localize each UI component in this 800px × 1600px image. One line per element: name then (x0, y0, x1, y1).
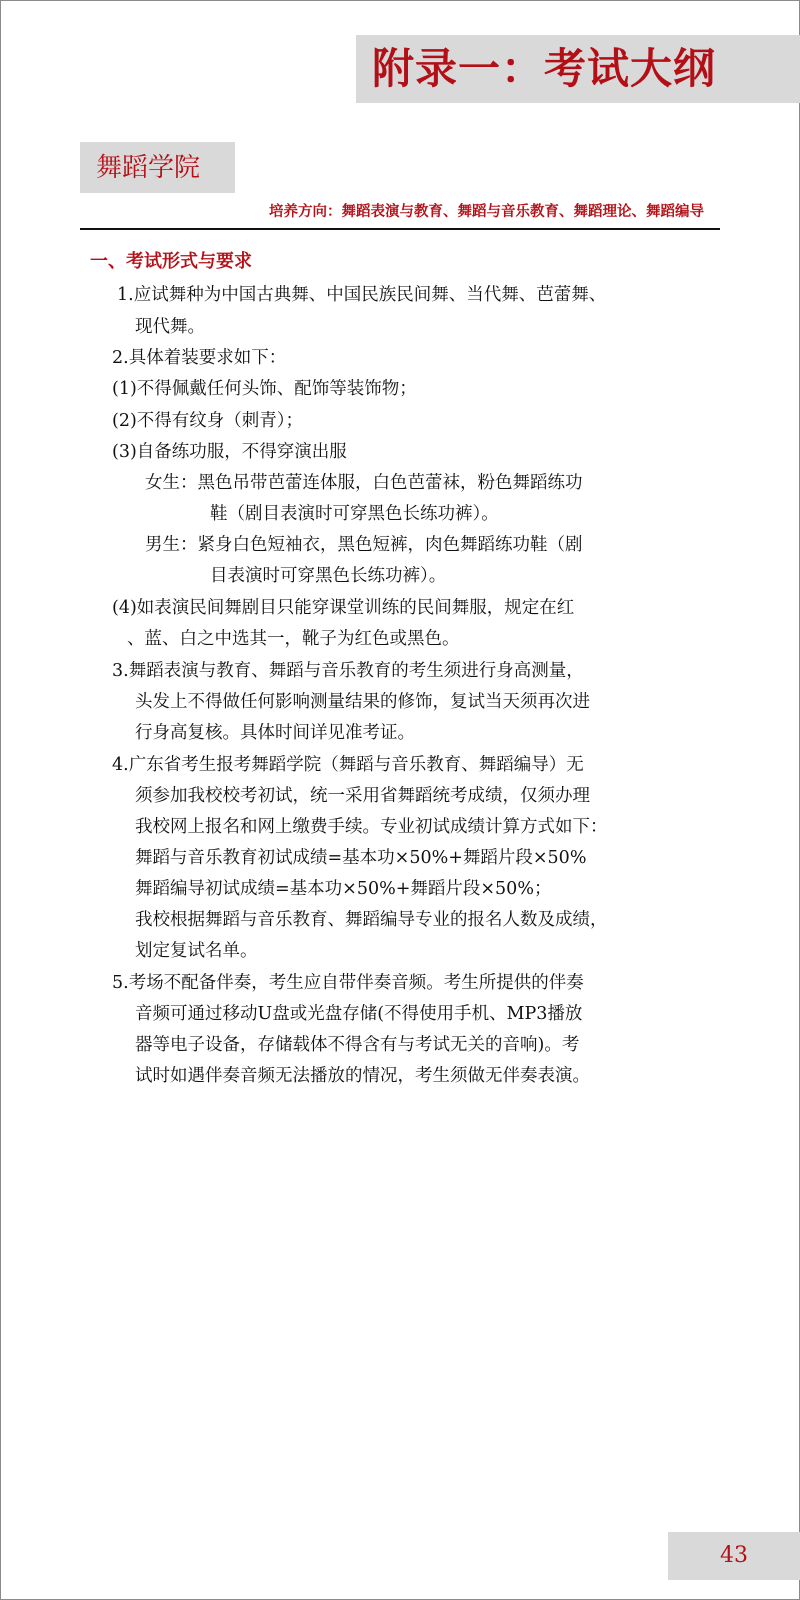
text-line: 鞋（剧目表演时可穿黑色长练功裤）。 (210, 504, 499, 524)
text-line: 头发上不得做任何影响测量结果的修饰，复试当天须再次进 (135, 692, 590, 712)
text-line: 器等电子设备，存储载体不得含有与考试无关的音响)。考 (135, 1035, 580, 1055)
text-line: 音频可通过移动U盘或光盘存储(不得使用手机、MP3播放 (135, 1004, 583, 1024)
text-line: (1)不得佩戴任何头饰、配饰等装饰物； (112, 379, 417, 399)
page-number: 43 (720, 1543, 748, 1568)
text-line: 女生：黑色吊带芭蕾连体服，白色芭蕾袜，粉色舞蹈练功 (145, 473, 583, 493)
text-line: 划定复试名单。 (135, 941, 258, 961)
text-line: 舞蹈与音乐教育初试成绩=基本功×50%+舞蹈片段×50% (135, 848, 587, 868)
text-line: 2.具体着装要求如下： (112, 348, 287, 368)
text-line: 试时如遇伴奏音频无法播放的情况，考生须做无伴奏表演。 (135, 1066, 590, 1086)
text-line: (4)如表演民间舞剧目只能穿课堂训练的民间舞服，规定在红 (112, 598, 575, 618)
text-line: 、蓝、白之中选其一，靴子为红色或黑色。 (127, 629, 460, 649)
text-line: 舞蹈编导初试成绩=基本功×50%+舞蹈片段×50%； (135, 879, 552, 899)
text-line: 我校根据舞蹈与音乐教育、舞蹈编导专业的报名人数及成绩， (135, 910, 608, 930)
section-heading: 一、考试形式与要求 (90, 251, 252, 272)
text-line: (2)不得有纹身（刺青）； (112, 411, 304, 431)
appendix-title: 附录一：考试大纲 (372, 44, 717, 93)
text-line: 须参加我校校考初试，统一采用省舞蹈统考成绩，仅须办理 (135, 786, 590, 806)
text-line: (3)自备练功服，不得穿演出服 (112, 442, 347, 462)
text-line: 我校网上报名和网上缴费手续。专业初试成绩计算方式如下： (135, 817, 608, 837)
college-title: 舞蹈学院 (96, 153, 201, 183)
text-line: 5.考场不配备伴奏，考生应自带伴奏音频。考生所提供的伴奏 (112, 973, 584, 993)
training-direction: 培养方向：舞蹈表演与教育、舞蹈与音乐教育、舞蹈理论、舞蹈编导 (269, 204, 704, 220)
text-line: 目表演时可穿黑色长练功裤）。 (210, 566, 447, 586)
text-line: 4.广东省考生报考舞蹈学院（舞蹈与音乐教育、舞蹈编导）无 (112, 755, 584, 775)
text-line: 1.应试舞种为中国古典舞、中国民族民间舞、当代舞、芭蕾舞、 (117, 285, 607, 305)
header-divider (80, 228, 720, 230)
text-line: 行身高复核。具体时间详见准考证。 (135, 723, 415, 743)
text-line: 3.舞蹈表演与教育、舞蹈与音乐教育的考生须进行身高测量， (112, 661, 584, 681)
text-line: 现代舞。 (135, 317, 205, 337)
text-line: 男生：紧身白色短袖衣，黑色短裤，肉色舞蹈练功鞋（剧 (145, 535, 583, 555)
